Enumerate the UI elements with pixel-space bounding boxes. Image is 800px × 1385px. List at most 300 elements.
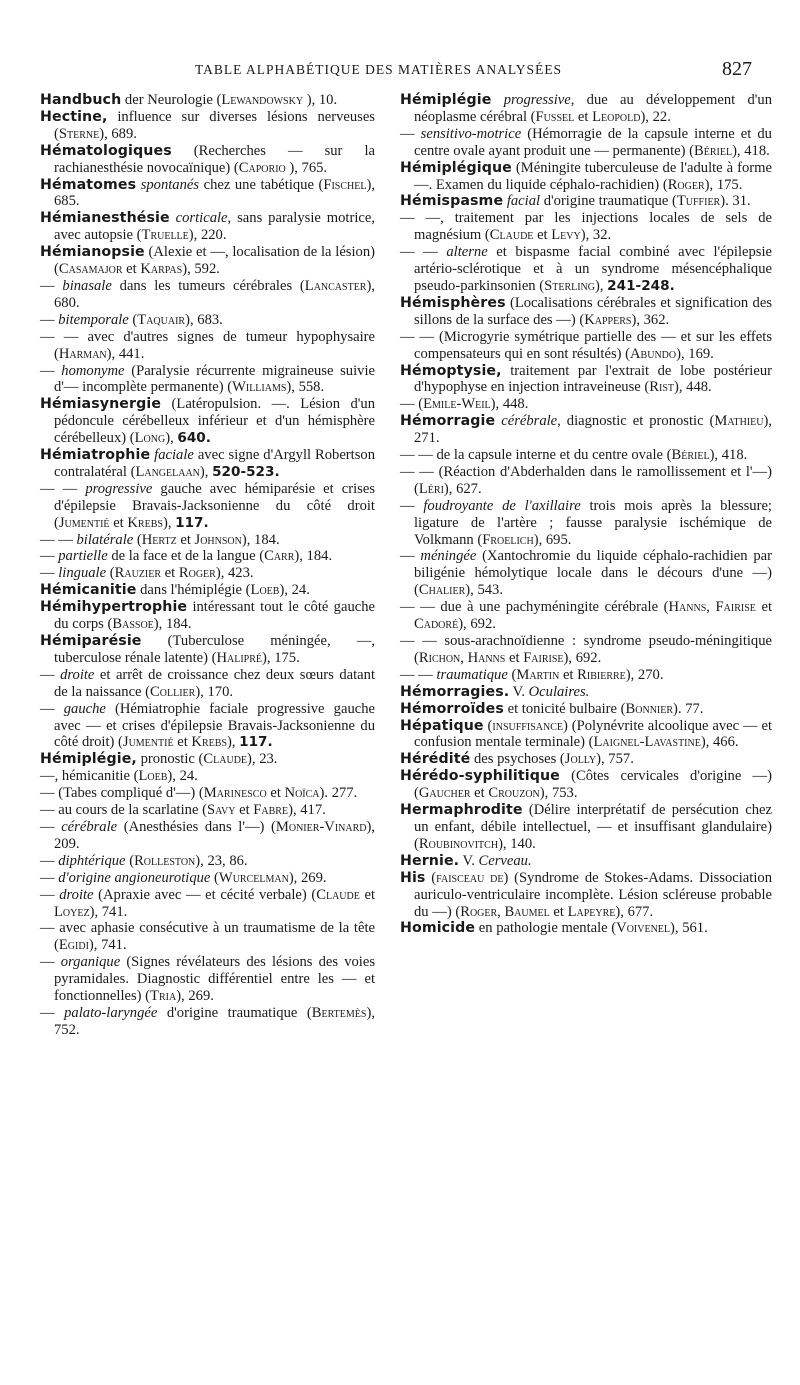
entry-text: — —: [40, 531, 77, 548]
entry-text: droite: [60, 666, 95, 683]
entry-text: traitement par l'extrait de lobe postérieur d'hypophyse en injection intraveineuse (: [414, 362, 772, 396]
index-entry: [40, 853, 375, 870]
index-entry: [400, 599, 772, 633]
entry-text: ), 423.: [215, 565, 254, 582]
index-entry: [40, 143, 375, 177]
entry-text: ), 558.: [286, 379, 325, 396]
index-entry: [400, 210, 772, 244]
entry-text: —: [40, 277, 63, 294]
index-entry: [40, 599, 375, 633]
entry-author: Roubinovitch: [418, 835, 499, 852]
entry-author: Tria: [150, 988, 177, 1005]
entry-text: ), 685.: [54, 176, 375, 210]
entry-author: Voivenel: [616, 920, 671, 937]
entry-text: et bispasme facial combiné avec l'épilepsie artério-sclérotique et à un syndrome mésencéphalique pseudo-parkinsonien (: [414, 244, 772, 294]
entry-text: faciale: [154, 447, 194, 464]
entry-text: ), 677.: [615, 903, 654, 920]
index-entry: [40, 920, 375, 954]
entry-text: et: [161, 565, 179, 582]
entry-text: ), 140.: [498, 835, 536, 852]
entry-author: Truelle: [141, 227, 189, 244]
entry-text: —: [40, 311, 59, 328]
index-entry: [40, 177, 375, 211]
entry-text: ), 627.: [443, 480, 482, 497]
entry-text: ), 680.: [54, 277, 375, 311]
entry-text: alterne: [446, 244, 488, 261]
entry-headword: Hémiplégie: [400, 92, 492, 108]
entry-text: ),: [165, 430, 178, 447]
entry-text: — (Tabes compliqué d'—) (: [40, 785, 204, 802]
entry-text: ), 170.: [195, 683, 234, 700]
entry-text: —, hémicanitie (: [40, 768, 139, 785]
entry-author: Kappers: [584, 311, 632, 328]
page-number: 827: [722, 58, 752, 80]
entry-author: Krebs: [127, 514, 163, 531]
entry-text: méningée: [420, 548, 477, 565]
entry-text: (: [106, 565, 115, 582]
index-entry: [400, 295, 772, 329]
entry-text: —: [400, 548, 421, 565]
entry-author: Noïca: [284, 785, 320, 802]
entry-headword: Hémiparésie: [40, 633, 142, 649]
entry-text: et: [574, 108, 593, 125]
entry-text: ), 269.: [176, 988, 214, 1005]
entry-text: partielle: [58, 548, 108, 565]
entry-text: , sans paralysie motrice, avec autopsie (: [54, 210, 375, 244]
entry-text: trois mois après la blessure; ligature de l'artère ; fausse paralysie ischémique de Volkmann (: [414, 497, 772, 548]
entry-text: ), 448.: [674, 379, 712, 396]
entry-text: et: [359, 886, 376, 903]
entry-author: Monier-Vinard: [275, 818, 367, 835]
entry-text: —: [40, 362, 62, 379]
entry-author: Claude: [316, 886, 360, 903]
entry-author: Cadoré: [414, 616, 459, 633]
entry-text: ), 417.: [288, 802, 326, 819]
entry-text: pronostic (: [136, 751, 204, 768]
entry-text: (Signes révélateurs des lésions des voies pyramidales. Diagnostic différentiel entre les — et fonctionnelles) (: [54, 954, 376, 1005]
entry-text: progressive: [503, 92, 571, 108]
entry-text: (Apraxie avec — et cécité verbale) (: [93, 886, 317, 903]
index-entry: [40, 870, 375, 887]
entry-text: —: [40, 886, 60, 903]
entry-text: en pathologie mentale (: [475, 920, 617, 937]
entry-headword: Hémiplégie,: [40, 751, 137, 768]
index-entry: [40, 278, 375, 312]
index-column-left: [40, 92, 375, 1039]
entry-text: ), 448.: [490, 396, 529, 413]
entry-author: Ribierre: [577, 666, 626, 683]
index-entry: [40, 312, 375, 329]
entry-author: Rolleston: [134, 852, 196, 869]
entry-author: Tuffier: [676, 193, 721, 210]
entry-text: ), 175.: [262, 649, 300, 666]
entry-author: Carr: [264, 548, 295, 565]
entry-author: Karpas: [140, 261, 183, 278]
index-entry: [400, 920, 772, 937]
entry-text: —: [40, 565, 59, 582]
entry-author: Williams: [232, 379, 287, 396]
entry-author: Marinesco: [203, 785, 267, 802]
entry-author: Sterne: [58, 125, 100, 142]
entry-headword: Hermaphrodite: [400, 802, 523, 819]
entry-headword: Hernie.: [400, 852, 460, 869]
entry-headword: Hémorragie: [400, 413, 496, 430]
entry-author: Lewandowsky: [221, 92, 304, 108]
entry-text: — — sous-arachnoïdienne : syndrome pseudo-méningitique (: [400, 633, 772, 666]
entry-headword: Hémiatrophie: [40, 447, 151, 464]
entry-text: ),: [199, 463, 213, 480]
entry-text: —: [40, 548, 59, 565]
entry-text: et: [235, 802, 254, 819]
entry-author: Fairise: [523, 649, 564, 666]
entry-text: ), 184.: [241, 531, 280, 548]
entry-text: droite: [59, 886, 94, 903]
index-entry: [40, 481, 375, 532]
index-entry: [400, 548, 772, 599]
entry-text: (Localisations cérébrales et signification des sillons de la surface des —) (: [414, 294, 772, 328]
entry-text: diphtérique: [58, 852, 126, 869]
entry-author: Crouzon: [488, 785, 540, 802]
entry-text: ), 692.: [458, 616, 496, 633]
entry-headword: Hérédo-syphilitique: [400, 768, 560, 785]
index-entry: [400, 633, 772, 667]
entry-text: ), 418.: [709, 447, 748, 464]
index-entry: [400, 701, 772, 718]
index-entry: [400, 193, 772, 210]
index-entry: [40, 447, 375, 481]
entry-text: ), 220.: [188, 227, 227, 244]
index-entry: [400, 718, 772, 752]
entry-text: ) (Polynévrite alcoolique avec — et confusion mentale terminale) (: [414, 717, 772, 751]
entry-text: binasale: [62, 277, 112, 294]
entry-text: des psychoses (: [470, 751, 565, 768]
index-entry: [40, 329, 375, 363]
entry-author: Langelaan: [135, 463, 200, 480]
entry-text: et: [173, 734, 192, 751]
entry-text: ), 184.: [294, 548, 333, 565]
entry-author: Fussel: [535, 108, 575, 125]
entry-text: (Paralysie récurrente migraineuse suivie d'— incomplète permanente) (: [54, 362, 375, 396]
entry-author: Wurcelman: [218, 869, 289, 886]
entry-text: ), 270.: [625, 666, 664, 683]
entry-author: Johnson: [194, 531, 242, 548]
entry-text: Oculaires.: [528, 683, 590, 700]
entry-text: ), 757.: [596, 751, 634, 768]
index-entry: [40, 887, 375, 921]
entry-author: Bériel: [694, 142, 733, 159]
running-head: [40, 58, 752, 88]
entry-text: ), 561.: [670, 920, 708, 937]
entry-text: progressive: [85, 480, 153, 497]
entry-text: —: [400, 497, 424, 514]
index-entry: [400, 244, 772, 295]
entry-text: et: [533, 227, 552, 244]
index-entry: [40, 363, 375, 397]
entry-text: et tonicité bulbaire (: [503, 700, 626, 717]
entry-headword: Hématologiques: [40, 142, 172, 159]
entry-text: linguale: [58, 565, 107, 582]
entry-text: —: [40, 869, 59, 886]
index-entry: [400, 853, 772, 870]
entry-text: (Anesthésies dans l'—) (: [117, 818, 276, 835]
index-entry: [40, 954, 375, 1005]
entry-text: et: [266, 785, 285, 802]
entry-text: et: [549, 903, 568, 920]
entry-text: ), 362.: [631, 311, 670, 328]
entry-text: — au cours de la scarlatine (: [40, 802, 207, 819]
index-column-right: [400, 92, 772, 937]
entry-text: (: [507, 666, 517, 683]
entry-text: et: [122, 261, 141, 278]
entry-author: Bertemès: [311, 1004, 367, 1021]
entry-text: (Recherches — sur la rachianesthésie novocaïnique) (: [54, 142, 375, 176]
index-entry: [400, 802, 772, 853]
entry-headword: Hérédité: [400, 751, 471, 768]
entry-headword: Hémorragies.: [400, 683, 510, 700]
entry-headword: Hémicanitie: [40, 582, 137, 599]
entry-text: ), 269.: [288, 869, 327, 886]
entry-author: Casamajor: [58, 261, 123, 278]
entry-headword: Hémianesthésie: [40, 210, 170, 227]
entry-text: 241-248.: [607, 277, 675, 294]
entry-text: ), 271.: [414, 413, 772, 447]
entry-headword: Hémisphères: [400, 294, 506, 311]
entry-text: dans les tumeurs cérébrales (: [111, 277, 305, 294]
entry-text: bitemporale: [58, 311, 129, 328]
entry-text: sensitivo-motrice: [420, 125, 522, 142]
entry-text: —: [40, 1004, 65, 1021]
entry-text: — — due à une pachyméningite cérébrale (: [400, 599, 669, 616]
entry-text: foudroyante de l'axillaire: [423, 497, 581, 514]
entry-text: chez une tabétique (: [199, 176, 324, 193]
entry-text: (Côtes cervicales d'origine —) (: [414, 768, 772, 802]
entry-text: d'origine traumatique (: [540, 193, 677, 210]
entry-text: ), 10.: [303, 92, 338, 108]
entry-text: dans l'hémiplégie (: [136, 582, 251, 599]
entry-text: palato-laryngée: [64, 1004, 158, 1021]
entry-text: ), 184.: [153, 616, 192, 633]
entry-text: et: [755, 599, 773, 616]
entry-text: —: [400, 125, 421, 142]
entry-text: ), 752.: [54, 1004, 375, 1038]
entry-text: — — de la capsule interne et du centre ovale (: [400, 447, 672, 464]
index-entry: [400, 498, 772, 549]
index-entry: [400, 667, 772, 684]
entry-headword: Handbuch: [40, 92, 122, 108]
index-entry: [400, 447, 772, 464]
entry-text: 520-523.: [212, 463, 280, 480]
index-entry: [40, 751, 375, 768]
entry-author: Léri: [418, 480, 444, 497]
entry-text: Cerveau.: [478, 852, 532, 869]
entry-author: Loeb: [138, 768, 168, 785]
entry-text: , due au développement d'un néoplasme cérébral (: [414, 92, 772, 125]
entry-text: (Délire interprétatif de persécution chez un enfant, débile intellectuel, — et insuffisant glandulaire) (: [414, 802, 772, 852]
entry-author: Richon, Hanns: [418, 649, 506, 666]
entry-text: ), 592.: [182, 261, 220, 278]
entry-text: et arrêt de croissance chez deux sœurs datant de la naissance (: [54, 666, 375, 700]
entry-text: ), 466.: [700, 734, 739, 751]
entry-text: ), 418.: [732, 142, 770, 159]
entry-text: ), 765.: [285, 159, 328, 176]
entry-author: Loeb: [250, 582, 280, 599]
entry-text: homonyme: [61, 362, 125, 379]
index-entry: [40, 785, 375, 802]
entry-text: cérébrale: [61, 818, 118, 835]
index-entry: [40, 532, 375, 549]
index-entry: [400, 768, 772, 802]
index-entry: [400, 464, 772, 498]
entry-text: (: [128, 311, 138, 328]
entry-text: — (: [400, 396, 424, 413]
entry-text: ),: [595, 277, 608, 294]
entry-text: traumatique: [436, 666, 508, 683]
entry-text: d'origine angioneurotique: [58, 869, 211, 886]
entry-text: — —: [400, 666, 437, 683]
index-entry: [40, 244, 375, 278]
entry-author: Bonnier: [625, 700, 674, 717]
entry-author: Halipré: [216, 649, 263, 666]
entry-text: avec signe d'Argyll Robertson contralatéral (: [54, 447, 375, 480]
entry-text: (Hémiatrophie faciale progressive gauche avec — et crises d'épilepsie Bravais-Jacksonienne du côté droit) (: [54, 700, 375, 751]
entry-text: V.: [509, 683, 529, 700]
entry-text: ),: [162, 514, 176, 531]
entry-text: (Hémorragie de la capsule interne et du centre ovale ayant produit une — permanente) (: [414, 125, 772, 159]
index-entry: [400, 870, 772, 921]
entry-author: Sterling: [544, 277, 595, 294]
entry-headword: Hémiasynergie: [40, 396, 162, 413]
entry-author: insuffisance: [492, 717, 563, 734]
entry-headword: Hémianopsie: [40, 244, 145, 261]
entry-author: Fabre: [253, 802, 289, 819]
entry-text: gauche avec hémiparésie et crises d'épilepsie Bravais-Jacksonienne du côté droit (: [54, 480, 375, 531]
index-entry: [400, 329, 772, 363]
entry-text: influence sur diverses lésions nerveuses (: [54, 108, 375, 142]
entry-author: Roger: [178, 565, 216, 582]
entry-text: (: [483, 717, 493, 734]
entry-author: Long: [134, 430, 166, 447]
entry-text: (Tuberculose méningée, —, tuberculose rénale latente) (: [54, 633, 375, 666]
entry-headword: Hépatique: [400, 717, 484, 734]
entry-text: — — (Microgyrie symétrique partielle des — et sur les effets compensateurs qui en sont résultés) (: [400, 328, 772, 362]
entry-text: facial: [506, 193, 541, 210]
entry-text: [491, 92, 503, 108]
entry-text: ) (Syndrome de Stokes-Adams. Dissociation auriculo-ventriculaire incomplète. Lésion scléreuse probable du —) (: [414, 869, 772, 920]
entry-text: (Méningite tuberculeuse de l'adulte à forme —. Examen du liquide céphalo-rachidien) (: [414, 159, 772, 193]
index-entry: [40, 819, 375, 853]
entry-text: (Xantochromie du liquide céphalo-rachidien par biligénie hémolytique locale dans le décours d'une —) (: [414, 548, 772, 599]
entry-text: —: [40, 954, 61, 971]
index-entry: [40, 548, 375, 565]
entry-author: Levy: [551, 227, 581, 244]
entry-author: Roger, Baumel: [460, 903, 550, 920]
index-entry: [400, 160, 772, 194]
entry-headword: His: [400, 869, 426, 886]
entry-text: ). 277.: [319, 785, 358, 802]
entry-text: ), 683.: [185, 311, 223, 328]
entry-text: et: [109, 514, 128, 531]
entry-text: intéressant tout le côté gauche du corps (: [54, 599, 375, 633]
entry-author: faisceau de: [436, 869, 504, 886]
entry-text: 117.: [239, 734, 273, 751]
entry-author: Abundo: [630, 345, 677, 362]
entry-text: ), 23.: [247, 751, 278, 768]
entry-text: organique: [60, 954, 121, 971]
running-title: TABLE ALPHABÉTIQUE DES MATIÈRES ANALYSÉES: [195, 62, 563, 77]
entry-text: ), 169.: [676, 345, 714, 362]
index-entry: [400, 92, 772, 126]
entry-text: ),: [226, 734, 240, 751]
entry-author: Mathieu: [714, 413, 764, 430]
index-entry: [40, 396, 375, 447]
entry-text: ), 689.: [99, 125, 137, 142]
index-entry: [40, 109, 375, 143]
entry-author: Caporio: [238, 159, 286, 176]
entry-text: — avec aphasie consécutive à un traumatisme de la tête (: [40, 920, 375, 954]
entry-text: (Latéropulsion. —. Lésion d'un pédoncule cérébelleux inférieur et d'un hémisphère cérébelleux) (: [54, 396, 375, 447]
entry-text: der Neurologie (: [121, 92, 222, 108]
entry-text: — —: [40, 480, 86, 497]
index-entry: [400, 413, 772, 447]
entry-author: Savy: [206, 802, 236, 819]
entry-text: ), 24.: [279, 582, 310, 599]
entry-text: (: [125, 852, 135, 869]
entry-text: et: [559, 666, 578, 683]
entry-text: ), 32.: [580, 227, 612, 244]
entry-text: ), 24.: [167, 768, 198, 785]
entry-author: Lancaster: [304, 277, 367, 294]
entry-author: Fischel: [323, 176, 367, 193]
entry-text: — — avec d'autres signes de tumeur hypophysaire (: [40, 328, 375, 362]
entry-author: Egidi: [58, 937, 89, 954]
index-entry: [400, 751, 772, 768]
entry-headword: Homicide: [400, 920, 476, 937]
entry-author: Collier: [150, 683, 196, 700]
entry-author: Jumentié: [122, 734, 174, 751]
index-entry: [400, 396, 772, 413]
entry-text: ), 543.: [465, 582, 503, 599]
entry-author: Krebs: [191, 734, 227, 751]
entry-headword: Hectine,: [40, 108, 108, 125]
entry-author: Rist: [649, 379, 674, 396]
entry-text: —: [40, 666, 61, 683]
entry-text: et: [505, 649, 524, 666]
entry-text: ), 175.: [704, 176, 743, 193]
entry-text: , diagnostic et pronostic (: [557, 413, 715, 430]
entry-text: ), 22.: [640, 108, 671, 125]
entry-text: — —, traitement par les injections locales de sels de magnésium (: [400, 210, 772, 244]
entry-author: Hanns, Fairise: [668, 599, 756, 616]
entry-author: Emile-Weil: [423, 396, 491, 413]
entry-text: (: [425, 869, 437, 886]
entry-author: Bassoe: [112, 616, 154, 633]
entry-author: Hertz: [141, 531, 177, 548]
entry-author: Loyez: [54, 903, 90, 920]
entry-text: ), 695.: [533, 531, 572, 548]
index-entry: [40, 565, 375, 582]
index-entry: [40, 1005, 375, 1039]
entry-text: et: [176, 531, 195, 548]
entry-author: Bériel: [671, 447, 710, 464]
entry-text: —: [40, 700, 64, 717]
entry-author: Martin: [516, 666, 560, 683]
entry-text: ), 209.: [54, 818, 375, 852]
entry-author: Chalier: [418, 582, 466, 599]
entry-author: Jolly: [564, 751, 597, 768]
entry-headword: Hémorroïdes: [400, 700, 504, 717]
entry-text: gauche: [63, 700, 106, 717]
entry-text: ), 741.: [89, 903, 128, 920]
